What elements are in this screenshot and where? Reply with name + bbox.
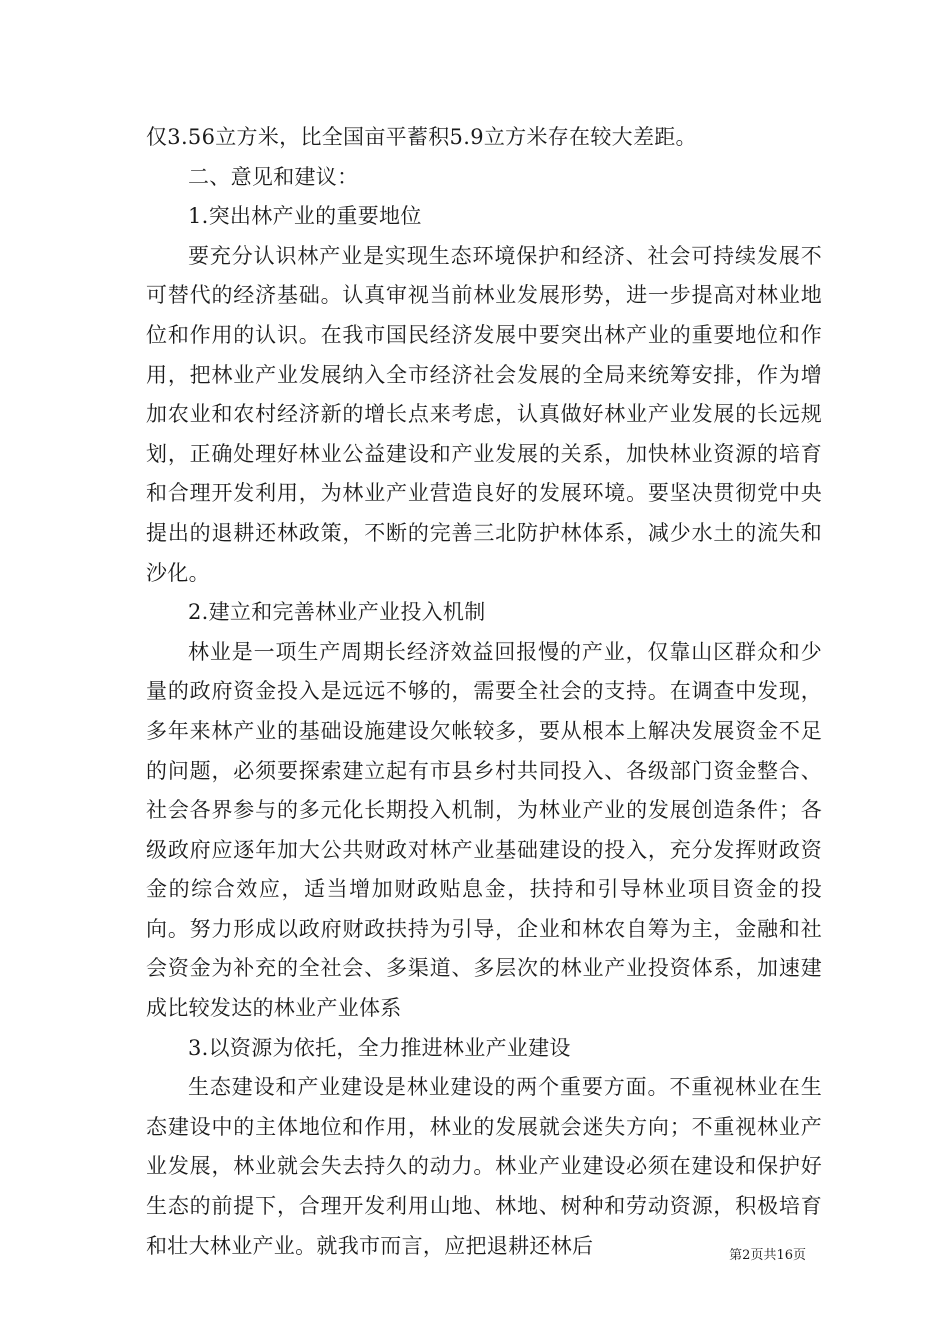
- paragraph-3: 林业是一项生产周期长经济效益回报慢的产业，仅靠山区群众和少量的政府资金投入是远远不够的，需要全社会的支持。在调查中发现，多年来林产业的基础设施建设欠帐较多，要从根本上解决发展资金不足的问题，必须要探索建立起有市县乡村共同投入、各级部门资金整合、社会各界参与的多元化长期投入机制，为林业产业的发展创造条件；各级政府应逐年加大公共财政对林产业基础建设的投入，充分发挥财政资金的综合效应，适当增加财政贴息金，扶持和引导林业项目资金的投向。努力形成以政府财政扶持为引导，企业和林农自筹为主，金融和社会资金为补充的全社会、多渠道、多层次的林业产业投资体系，加速建成比较发达的林业产业体系: [146, 639, 822, 1021]
- subheading-2: 2.建立和完善林业产业投入机制: [188, 600, 486, 625]
- page-number: 第2页共16页: [729, 1248, 806, 1263]
- paragraph-2: 要充分认识林产业是实现生态环境保护和经济、社会可持续发展不可替代的经济基础。认真审视当前林业发展形势，进一步提高对林业地位和作用的认识。在我市国民经济发展中要突出林产业的重要地位和作用，把林业产业发展纳入全市经济社会发展的全局来统筹安排，作为增加农业和农村经济新的增长点来考虑，认真做好林业产业发展的长远规划，正确处理好林业公益建设和产业发展的关系，加快林业资源的培育和合理开发利用，为林业产业营造良好的发展环境。要坚决贯彻党中央提出的退耕还林政策，不断的完善三北防护林体系，减少水土的流失和沙化。: [146, 243, 822, 585]
- paragraph-1: 仅3.56立方米，比全国亩平蓄积5.9立方米存在较大差距。: [146, 125, 697, 149]
- subheading-3: 3.以资源为依托，全力推进林业产业建设: [188, 1035, 571, 1060]
- section-heading-suggestions: 二、意见和建议：: [188, 164, 359, 189]
- body-text: [146, 118, 822, 1266]
- subheading-1: 1.突出林产业的重要地位: [188, 204, 422, 229]
- paragraph-4: 生态建设和产业建设是林业建设的两个重要方面。不重视林业在生态建设中的主体地位和作用，林业的发展就会迷失方向；不重视林业产业发展，林业就会失去持久的动力。林业产业建设必须在建设和保护好生态的前提下，合理开发利用山地、林地、树种和劳动资源，积极培育和壮大林业产业。就我市而言，应把退耕还林后: [146, 1075, 822, 1258]
